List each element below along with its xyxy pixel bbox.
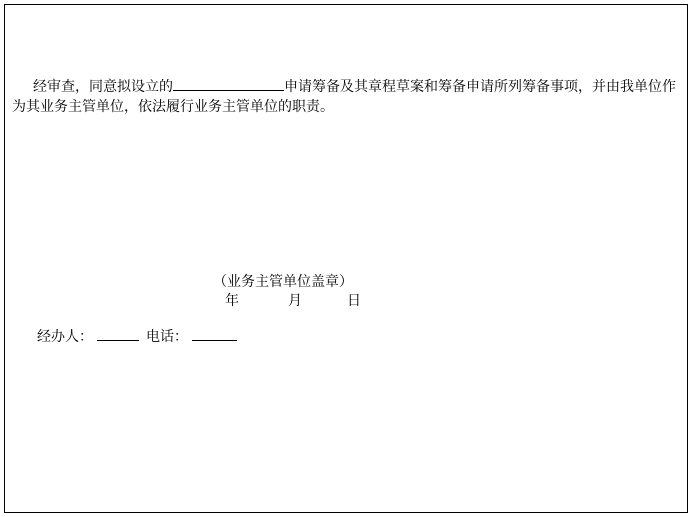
handler-line	[37, 327, 237, 347]
organization-name-blank[interactable]	[173, 77, 284, 91]
day-label: 日	[347, 293, 361, 309]
approval-paragraph	[12, 77, 680, 117]
phone-number-blank[interactable]	[192, 327, 237, 341]
text-before-org-blank: 经审查，同意拟设立的	[33, 79, 173, 95]
date-line	[225, 291, 361, 311]
stamp-caption: （业务主管单位盖章）	[213, 274, 353, 290]
handler-name-blank[interactable]	[97, 327, 139, 341]
handler-label: 经办人：	[37, 329, 93, 345]
month-label: 月	[288, 293, 302, 309]
paragraph-line-2: 为其业务主管单位，依法履行业务主管单位的职责。	[12, 99, 334, 115]
phone-label: 电话：	[146, 329, 188, 345]
text-after-org-blank: 申请筹备及其章程草案和筹备申请所列筹备事项，并由我单位作	[284, 79, 676, 95]
year-label: 年	[225, 293, 239, 309]
paragraph-line-1	[12, 77, 680, 97]
